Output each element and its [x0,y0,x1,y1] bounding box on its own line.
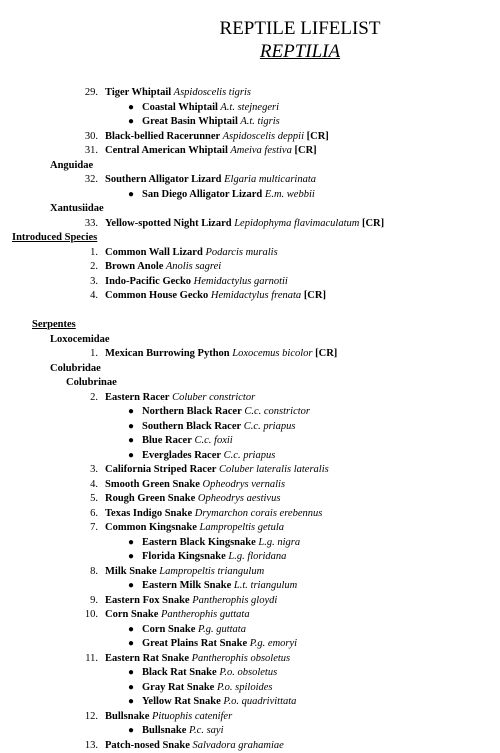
item-text [142,434,233,448]
section-heading: Serpentes [32,319,76,330]
common-name: Gray Rat Snake [142,681,215,693]
scientific-name: C.c. foxii [191,435,233,446]
item-number: 7. [90,522,98,533]
common-name: Common Kingsnake [105,522,197,533]
common-name: Northern Black Racer [142,406,242,417]
item-text [142,579,297,593]
item-number: 2. [90,391,98,403]
item-text [142,405,310,419]
heading-line [50,333,110,347]
bullet-icon: ● [127,667,135,678]
common-name: Texas Indigo Snake [105,507,193,519]
scientific-name: Hemidactylus frenata [208,290,302,301]
item-text [105,144,317,158]
bullet-icon: ● [127,536,135,548]
common-name: Yellow Rat Snake [142,696,221,707]
common-name: Common Wall Lizard [105,246,203,258]
item-number: 4. [90,478,98,490]
item-text [105,391,255,405]
scientific-name: Loxocemus bicolor [229,348,313,359]
bullet-icon: ● [127,725,135,736]
common-name: Eastern Rat Snake [105,652,190,664]
item-text [142,101,279,115]
scientific-name: Aspidoscelis deppii [220,130,305,142]
scientific-name: Ameiva festiva [227,145,292,156]
item-number: 1. [90,348,98,359]
item-number: 4. [90,290,98,301]
scientific-name: A.t. tigris [237,116,280,127]
common-name: Indo-Pacific Gecko [105,275,192,287]
common-name: Blue Racer [142,435,192,446]
item-text [105,347,337,361]
common-name: Corn Snake [142,623,196,635]
item-text [105,275,288,289]
item-text [105,463,329,477]
item-number: 2. [90,261,98,272]
item-number: 5. [90,493,98,504]
item-text [142,188,315,202]
scientific-name: Aspidoscelis tigris [171,87,251,98]
common-name: Great Plains Rat Snake [142,638,248,649]
region-tag: [CR] [301,290,326,301]
scientific-name: Coluber constrictor [169,391,256,403]
bullet-icon: ● [127,623,135,635]
scientific-name: Pantherophis gloydi [189,594,278,606]
bullet-icon: ● [127,681,135,693]
item-number: 31. [84,145,98,156]
page-title: REPTILE LIFELIST [219,18,381,39]
item-number: 30. [84,130,98,142]
item-text [105,478,285,492]
item-text [105,260,221,274]
item-text [105,565,264,579]
item-number: 11. [85,652,98,664]
item-number: 29. [84,87,98,98]
bullet-icon: ● [127,420,135,432]
bullet-icon: ● [127,638,135,649]
bullet-icon: ● [127,101,135,113]
common-name: Southern Alligator Lizard [105,174,222,185]
scientific-name: P.o. quadrivittata [220,696,297,707]
scientific-name: L.t. triangulum [231,580,298,591]
scientific-name: L.g. floridana [225,551,287,562]
common-name: California Striped Racer [105,464,217,475]
item-text [142,536,300,550]
common-name: Patch-nosed Snake [105,739,190,751]
scientific-name: Podarcis muralis [202,246,278,258]
bullet-icon: ● [127,580,135,591]
item-text [105,492,280,506]
heading-line [50,362,101,376]
scientific-name: Opheodrys aestivus [195,493,281,504]
bullet-icon: ● [127,696,135,707]
item-number: 1. [90,246,98,258]
scientific-name: Pantherophis guttata [158,609,250,620]
common-name: Common House Gecko [105,290,209,301]
item-text [142,115,280,129]
scientific-name: A.t. stejnegeri [217,101,279,113]
scientific-name: P.c. sayi [186,725,224,736]
heading-line [12,231,97,245]
item-number: 13. [84,739,98,751]
scientific-name: P.g. emoryi [247,638,298,649]
common-name: Milk Snake [105,565,157,577]
scientific-name: Pituophis catenifer [149,710,233,722]
family-heading: Colubrinae [66,377,117,388]
common-name: Mexican Burrowing Python [105,348,230,359]
item-text [105,217,384,231]
common-name: Yellow-spotted Night Lizard [105,217,232,229]
common-name: Great Basin Whiptail [142,116,238,127]
common-name: Brown Anole [105,261,164,272]
item-text [105,710,232,724]
item-text [105,739,284,753]
common-name: Bullsnake [142,725,187,736]
item-text [142,666,277,680]
page-subtitle: REPTILIA [259,41,341,62]
common-name: Rough Green Snake [105,493,196,504]
common-name: Coastal Whiptail [142,101,218,113]
scientific-name: L.g. nigra [255,536,301,548]
family-heading: Anguidae [50,159,94,171]
item-text [142,449,275,463]
heading-line [66,376,117,390]
bullet-icon: ● [127,449,135,461]
scientific-name: P.g. guttata [195,623,246,635]
family-heading: Xantusiidae [50,203,104,214]
item-text [105,173,316,187]
item-text [105,289,326,303]
item-number: 3. [90,275,98,287]
scientific-name: C.c. priapus [221,449,276,461]
common-name: San Diego Alligator Lizard [142,188,263,200]
item-text [142,695,296,709]
scientific-name: Anolis sagrei [163,261,222,272]
scientific-name: Hemidactylus garnotii [191,275,288,287]
scientific-name: Elgaria multicarinata [221,174,316,185]
item-text [105,594,277,608]
bullet-icon: ● [127,116,135,127]
bullet-icon: ● [127,551,135,562]
item-text [142,637,297,651]
bullet-icon: ● [127,406,135,417]
common-name: Eastern Milk Snake [142,580,232,591]
region-tag: [CR] [312,348,338,359]
scientific-name: Lampropeltis getula [196,522,285,533]
item-number: 33. [84,217,98,229]
item-number: 9. [90,594,98,606]
common-name: Eastern Black Kingsnake [142,536,256,548]
scientific-name: Opheodrys vernalis [199,478,286,490]
item-text [142,681,273,695]
common-name: Black Rat Snake [142,667,217,678]
family-heading: Colubridae [50,362,101,374]
bullet-icon: ● [127,435,135,446]
common-name: Smooth Green Snake [105,478,200,490]
item-number: 3. [90,464,98,475]
scientific-name: C.c. priapus [241,420,296,432]
common-name: Eastern Fox Snake [105,594,190,606]
scientific-name: Salvadora grahamiae [189,739,284,751]
item-text [105,246,278,260]
common-name: Corn Snake [105,609,159,620]
item-text [142,420,295,434]
common-name: Central American Whiptail [105,145,228,156]
common-name: Tiger Whiptail [105,87,172,98]
heading-line [50,202,104,216]
scientific-name: Drymarchon corais erebennus [192,507,323,519]
item-text [105,507,322,521]
item-text [105,652,290,666]
item-text [105,521,284,535]
item-number: 8. [90,565,98,577]
item-number: 32. [84,174,98,185]
scientific-name: P.o. spiloides [214,681,273,693]
scientific-name: C.c. constrictor [241,406,310,417]
scientific-name: Coluber lateralis lateralis [216,464,329,475]
bullet-icon: ● [127,188,135,200]
item-text [105,86,251,100]
item-number: 6. [90,507,98,519]
region-tag: [CR] [291,145,317,156]
scientific-name: P.o. obsoletus [216,667,278,678]
item-number: 10. [84,609,98,620]
item-text [142,550,286,564]
common-name: Southern Black Racer [142,420,242,432]
heading-line [50,159,93,173]
item-text [105,608,250,622]
item-number: 12. [84,710,98,722]
item-text [105,130,329,144]
scientific-name: E.m. webbii [262,188,315,200]
common-name: Everglades Racer [142,449,222,461]
section-heading: Introduced Species [12,232,98,243]
scientific-name: Lampropeltis triangulum [156,565,265,577]
scientific-name: Pantherophis obsoletus [189,652,291,664]
scientific-name: Lepidophyma flavimaculatum [231,217,360,229]
heading-line [32,318,76,332]
region-tag: [CR] [359,217,385,229]
region-tag: [CR] [304,130,329,142]
common-name: Florida Kingsnake [142,551,226,562]
common-name: Eastern Racer [105,391,170,403]
family-heading: Loxocemidae [50,333,110,345]
common-name: Bullsnake [105,710,150,722]
item-text [142,724,224,738]
item-text [142,623,246,637]
common-name: Black-bellied Racerunner [105,130,221,142]
